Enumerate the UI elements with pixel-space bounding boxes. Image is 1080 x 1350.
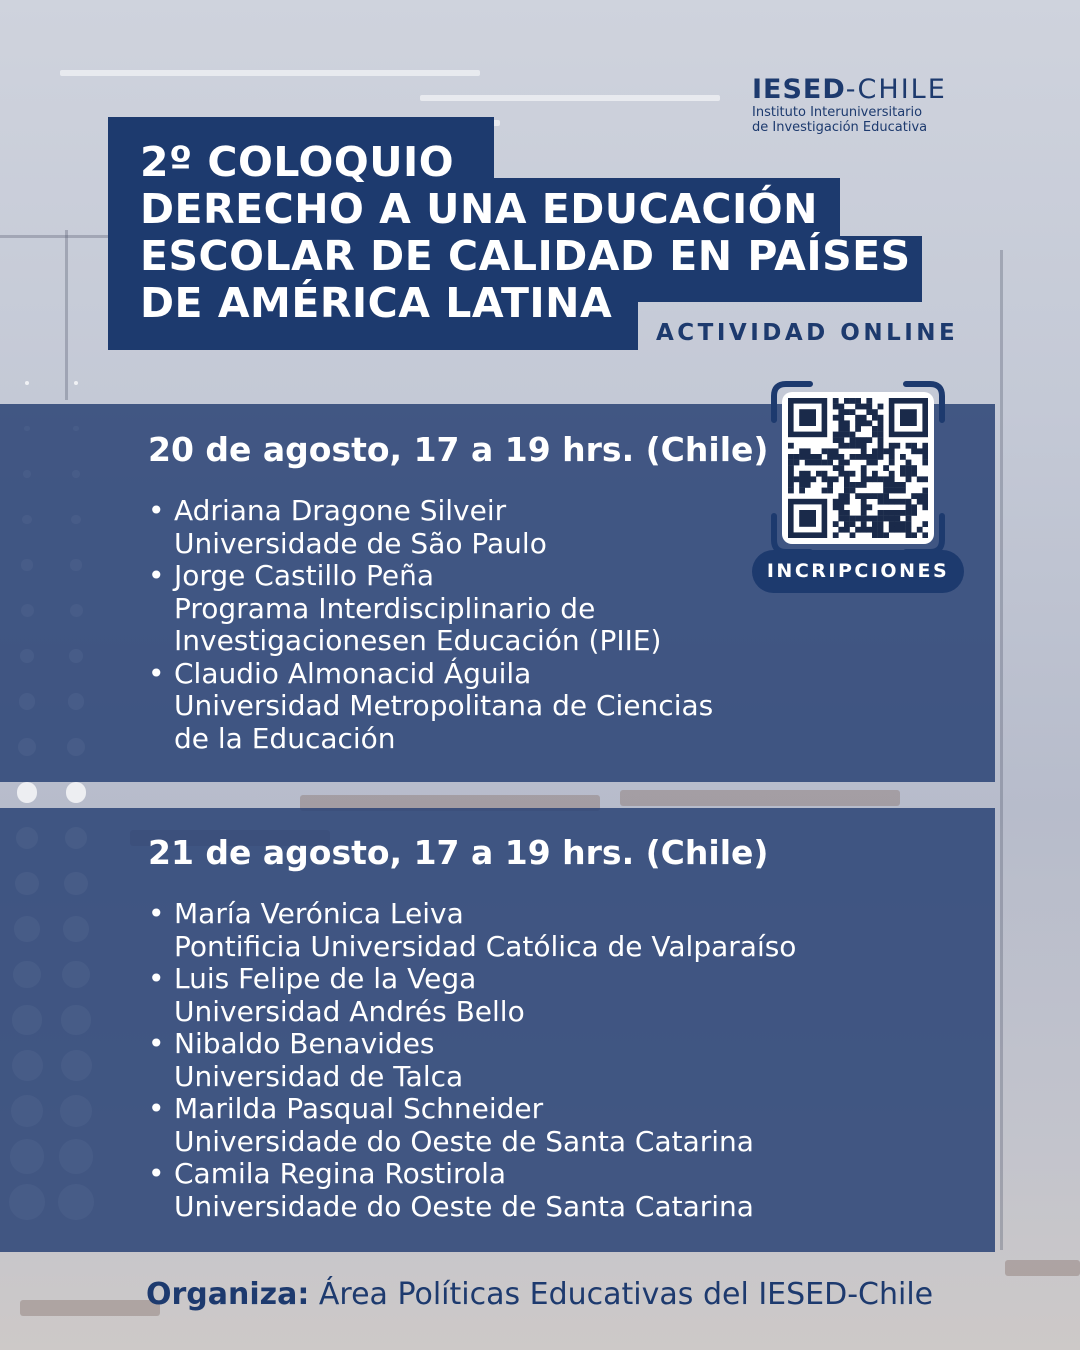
decorative-dot [74,381,78,385]
iesed-logo [752,74,982,135]
list-item: • Camila Regina Rostirola Universidade do Oeste de Santa Catarina [148,1157,754,1223]
session-1-date: 20 de agosto, 17 a 19 hrs. (Chile) [148,430,769,469]
session-2-speaker-list [148,898,796,1223]
list-item: • María Verónica Leiva Pontificia Universidad Católica de Valparaíso [148,897,797,963]
title-line-3: ESCOLAR DE CALIDAD EN PAÍSES [140,232,911,280]
title-line-4: DE AMÉRICA LATINA [140,279,613,327]
list-item: • Claudio Almonacid Águila Universidad Metropolitana de Ciencias de la Educación [148,656,714,755]
list-item: • Luis Felipe de la Vega Universidad Andrés Bello [148,962,525,1028]
list-item: • Marilda Pasqual Schneider Universidade do Oeste de Santa Catarina [148,1092,754,1158]
qr-code-icon[interactable] [782,392,934,544]
title-line-1: 2º COLOQUIO [140,138,455,186]
organizer-footer: Organiza: Área Políticas Educativas del IESED-Chile [146,1277,934,1312]
decorative-dot [25,381,29,385]
decorative-dot [17,782,37,802]
logo-subtitle-2: de Investigación Educativa [752,120,928,135]
list-item: • Adriana Dragone Silveir Universidade de São Paulo [148,494,547,560]
session-2-date: 21 de agosto, 17 a 19 hrs. (Chile) [148,833,769,872]
title-line-2: DERECHO A UNA EDUCACIÓN [140,185,818,233]
logo-subtitle-1: Instituto Interuniversitario [752,105,923,120]
logo-wordmark: IESED-CHILE [752,74,947,105]
registration-button[interactable]: INCRIPCIONES [752,550,964,593]
activity-mode-label: ACTIVIDAD ONLINE [656,320,959,346]
list-item: • Jorge Castillo Peña Programa Interdisciplinario de Investigacionesen Educación (PIIE) [148,559,662,657]
decorative-dot [66,782,86,802]
session-1-speaker-list [148,495,713,755]
list-item: • Nibaldo Benavides Universidad de Talca [148,1027,464,1093]
